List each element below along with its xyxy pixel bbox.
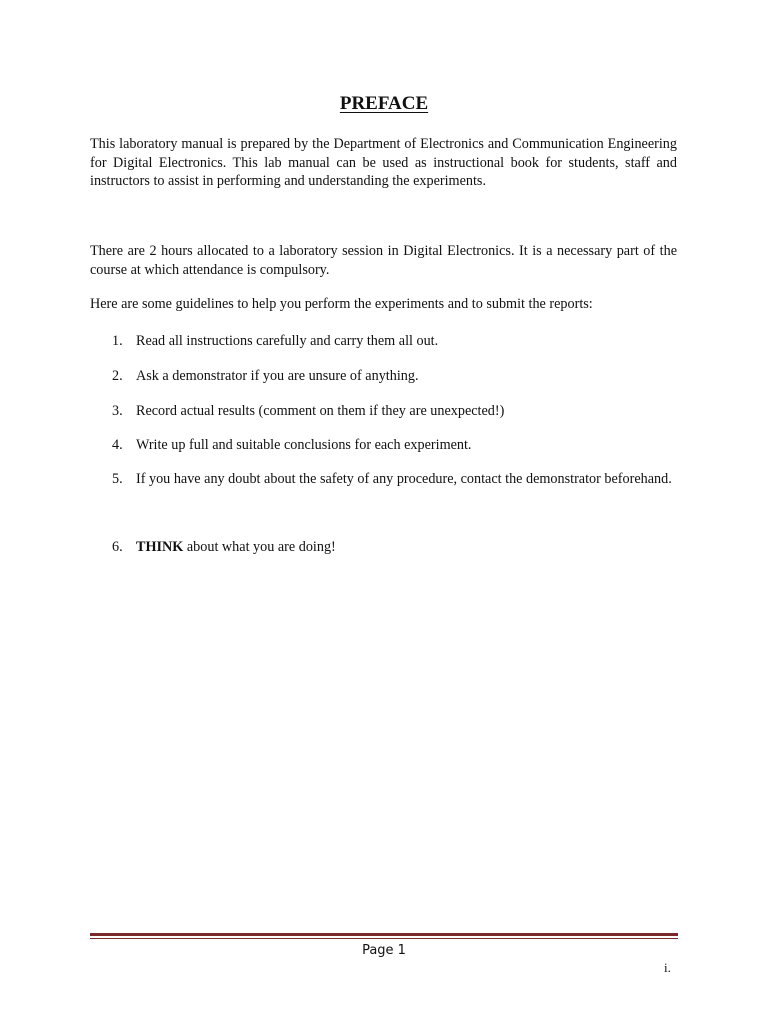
list-number: 6. <box>112 539 123 555</box>
guideline-item <box>112 436 677 455</box>
roman-page-number: i. <box>664 960 671 975</box>
footer-rule-thick <box>90 933 678 936</box>
list-number: 1. <box>112 333 123 349</box>
list-text <box>136 538 677 557</box>
guideline-item <box>112 332 677 351</box>
list-text-rest: about what you are doing! <box>183 539 336 555</box>
emphasis-think: THINK <box>136 539 184 555</box>
guidelines-intro: Here are some guidelines to help you perform the experiments and to submit the reports: <box>90 296 593 312</box>
list-text: Ask a demonstrator if you are unsure of anything. <box>136 368 419 384</box>
guideline-item <box>112 367 677 386</box>
list-text: If you have any doubt about the safety of any procedure, contact the demonstrator beforehand. <box>136 471 672 487</box>
footer-divider <box>90 933 678 939</box>
guideline-item <box>112 402 677 421</box>
session-paragraph: There are 2 hours allocated to a laboratory session in Digital Electronics. It is a necessary part of the course at which attendance is compulsory. <box>90 243 677 278</box>
intro-paragraph: This laboratory manual is prepared by the Department of Electronics and Communication Engineering for Digital Electronics. This lab manual can be used as instructional book for students, staff and instructors to assist in performing and understanding the experiments. <box>90 136 677 189</box>
list-number: 3. <box>112 403 123 419</box>
guideline-item <box>112 538 677 557</box>
list-number: 5. <box>112 471 123 487</box>
footer-rule-thin <box>90 938 678 939</box>
list-text: Write up full and suitable conclusions for each experiment. <box>136 437 472 453</box>
page-number: Page 1 <box>362 943 406 958</box>
list-text: Read all instructions carefully and carry them all out. <box>136 333 439 349</box>
page-title: PREFACE <box>339 93 429 114</box>
list-number: 2. <box>112 368 123 384</box>
list-text: Record actual results (comment on them if they are unexpected!) <box>136 403 505 419</box>
list-number: 4. <box>112 437 123 453</box>
guideline-item <box>112 470 677 489</box>
